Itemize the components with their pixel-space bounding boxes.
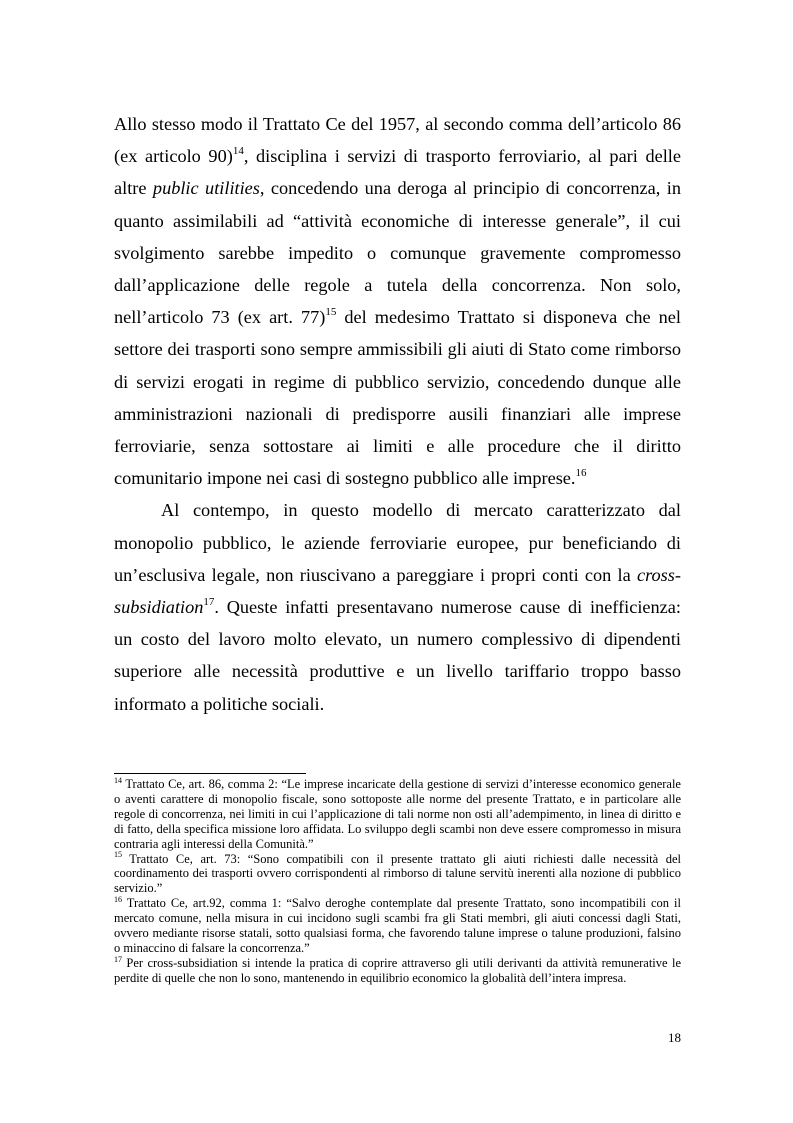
footnote-ref: 17 [203,595,215,608]
text-run: Allo stesso modo il Trattato Ce del 1957, al secondo comma dell’articolo 86 (ex articolo 90) [114,114,681,167]
italic-term: cross-subsidiation [114,564,681,618]
text-run: , concedendo una deroga al principio di concorrenza, in quanto assimilabili ad “attività economiche di interesse generale”, il cui svolgimento sarebbe impedito o comunque gravemente compromesso dall’applicazione delle regole a tutela della concorrenza. Non solo, nell’articolo 73 (ex art. 77) [114,178,681,328]
footnote-ref: 16 [575,467,587,480]
footnotes [114,777,681,986]
footnote-14 [114,777,681,852]
footnote-separator [114,773,306,774]
footnote-text: Per cross-subsidiation si intende la pratica di coprire attraverso gli utili derivanti da attività remunerative le perdite di quelle che non lo sono, mantenendo in equilibrio economico la globalità dell’intera impresa. [114,955,681,985]
footnote-ref: 14 [232,145,244,158]
footnote-marker: 17 [114,954,122,964]
footnote-text: Trattato Ce, art.92, comma 1: “Salvo deroghe contemplate dal presente Trattato, sono incompatibili con il mercato comune, nella misura in cui incidono sugli scambi fra gli Stati membri, gli aiuti concessi dagli Stati, ovvero mediante risorse statali, sotto qualsiasi forma, che favorendo talune imprese o talune produzioni, falsino o minaccino di falsare la concorrenza.” [114,896,681,955]
text-run: del medesimo Trattato si disponeva che nel settore dei trasporti sono sempre ammissibili gli aiuti di Stato come rimborso di servizi erogati in regime di pubblico servizio, concedendo dunque alle amministrazioni nazionali di predisporre ausili finanziari alle imprese ferroviarie, senza sottostare ai limiti e alle procedure che il diritto comunitario impone nei casi di sostegno pubblico alle imprese. [114,307,681,489]
text-run: , disciplina i servizi di trasporto ferroviario, al pari delle altre [114,146,682,199]
footnote-text: Trattato Ce, art. 73: “Sono compatibili con il presente trattato gli aiuti richiesti dalle necessità del coordinamento dei trasporti ovvero corrispondenti al rimborso di talune servitù inerenti alla nozione di pubblico servizio.” [114,851,681,896]
paragraph-1 [114,108,681,494]
text-run: . Queste infatti presentavano numerose cause di inefficienza: un costo del lavoro molto elevato, un numero complessivo di dipendenti superiore alle necessità produttive e un livello tariffario troppo basso informato a politiche sociali. [114,597,681,714]
footnote-marker: 16 [114,895,122,905]
italic-term: public utilities [152,178,260,199]
footnote-marker: 14 [114,775,122,785]
text-run: Al contempo, in questo modello di mercato caratterizzato dal monopolio pubblico, le aziende ferroviarie europee, pur beneficiando di un’esclusiva legale, non riuscivano a pareggiare i propri conti con la [114,500,681,585]
paragraph-2 [114,494,681,719]
footnote-17 [114,956,681,986]
footnote-ref: 15 [325,306,337,319]
footnote-16 [114,896,681,956]
footnote-marker: 15 [114,850,122,860]
body-text [114,108,681,720]
footnote-text: Trattato Ce, art. 86, comma 2: “Le imprese incaricate della gestione di servizi d’interesse economico generale o aventi carattere di monopolio fiscale, sono sottoposte alle norme del presente Trattato, e in particolare alle regole di concorrenza, nei limiti in cui l’applicazione di tali norme non osti all’adempimento, in linea di diritto e di fatto, della specifica missione loro affidata. Lo sviluppo degli scambi non deve essere compromesso in misura contraria agli interessi della Comunità.” [114,777,681,851]
footnote-15 [114,852,681,897]
page-number: 18 [668,1030,681,1045]
